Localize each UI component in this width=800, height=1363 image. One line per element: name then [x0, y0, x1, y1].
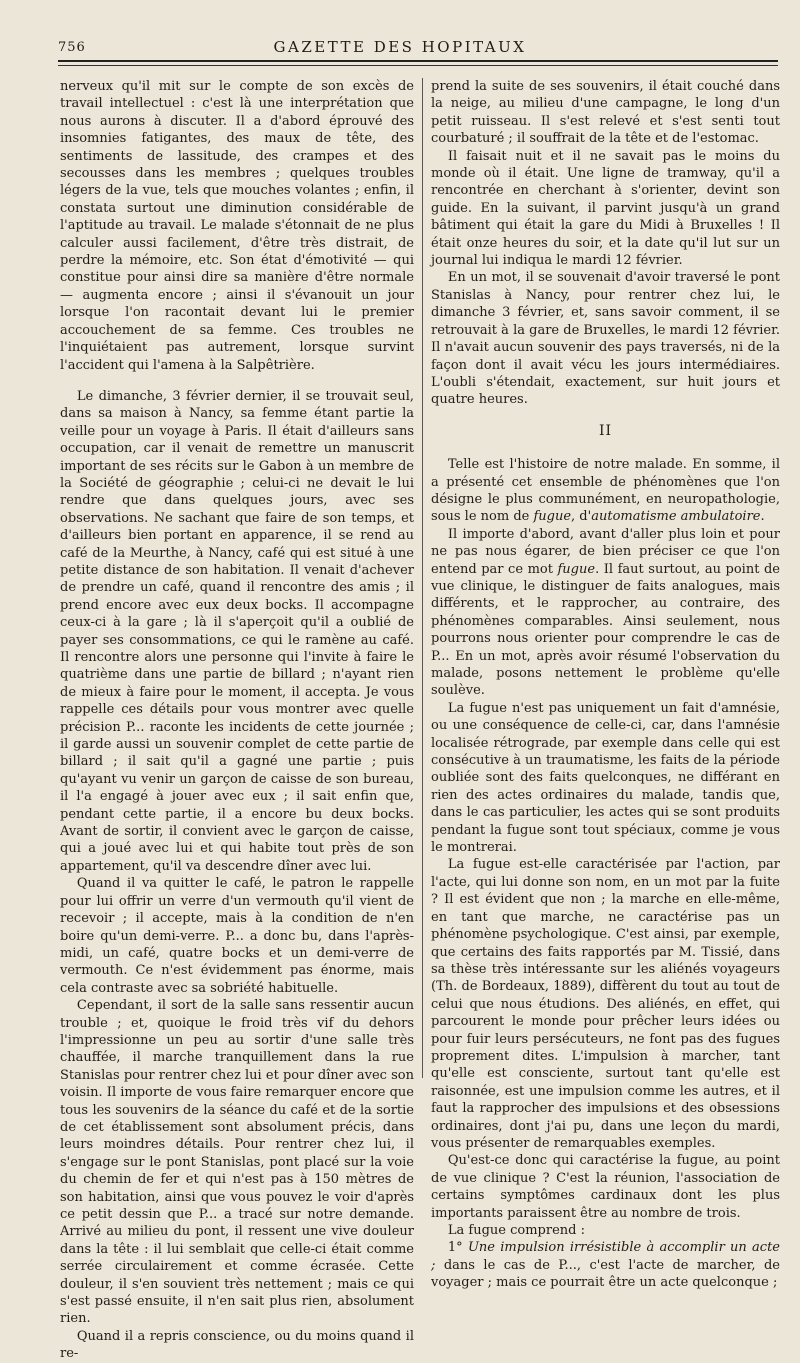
text-run: dans le cas de P..., c'est l'acte de marcher, de voyager ; mais ce pourrait être un acte quelconque ; [431, 1257, 780, 1291]
paragraph: Quand il va quitter le café, le patron le rappelle pour lui offrir un verre d'un vermouth qu'il vient de recevoir ; il accepte, mais à la condition de n'en boire qu'un demi-verre. P... a donc bu, dans l'après-midi, un café, quatre bocks et un demi-verre de vermouth. Ce n'est évidemment pas énorme, mais cela contraste avec sa sobriété habituelle. [60, 876, 414, 996]
text-run: 1° [447, 1240, 468, 1256]
paragraph: Le dimanche, 3 février dernier, il se trouvait seul, dans sa maison à Nancy, sa femme étant partie la veille pour un voyage à Paris. Il était d'ailleurs sans occupation, car il venait de remettre un manuscrit important de ses récits sur le Gabon à un membre de la Société de géographie ; celui-ci ne devait le lui rendre que dans quelques jours, avec ses observations. Ne sachant que faire de son temps, et d'ailleurs bien portant en apparence, il se rend au café de la Meurthe, à Nancy, café qui est situé à une petite distance de son habitation. Il venait d'achever de prendre un café, quand il rencontre des amis ; il prend encore avec eux deux bocks. Il accompagne ceux-ci à la gare ; là il s'aperçoit qu'il a oublié de payer ses consommations, ce qui le ramène au café. Il rencontre alors une personne qui l'invite à faire le quatrième dans une partie de billard ; n'ayant rien de mieux à faire pour le moment, il accepta. Je vous rappelle ces détails pour vous montrer avec quelle précision P... raconte les incidents de cette journée ; il garde aussi un souvenir complet de cette partie de billard ; il sait qu'il a gagné une partie ; puis qu'ayant vu venir un garçon de caisse de son bureau, il l'a engagé à jouer avec eux ; il sait enfin que, pendant cette partie, il a encore bu deux bocks. Avant de sortir, il convient avec le garçon de caisse, qui a joué avec lui et qui habite tout près de son appartement, qu'il va descendre dîner avec lui. [60, 388, 414, 874]
text-run: . [760, 509, 765, 525]
header-rule-thin [58, 65, 778, 66]
text-run: . Il faut surtout, au point de vue clinique, le distinguer de faits analogues, mais différents, et le rapprocher, au contraire, des phénomènes comparables. Ainsi seulement, nous pourrons nous orienter pour comprendre le cas de P... En un mot, après avoir résumé l'observation du malade, posons nettement le problème qu'elle soulève. [431, 561, 780, 699]
paragraph [431, 526, 780, 700]
text-run: , d' [571, 509, 592, 525]
text-run: Telle est l'histoire de notre malade. En somme, il a présenté cet ensemble de phénomènes que l'on désigne le plus communément, en neuropathologie, sous le nom de [431, 457, 780, 525]
page-number: 756 [58, 40, 86, 55]
paragraph: prend la suite de ses souvenirs, il était couché dans la neige, au milieu d'une campagne, le long d'un petit ruisseau. Il s'est relevé et s'est senti tout courbaturé ; il souffrait de la tête et de l'estomac. [431, 79, 780, 147]
header-rule-thick [58, 60, 778, 62]
left-column [60, 78, 414, 1362]
paragraph: Cependant, il sort de la salle sans ressentir aucun trouble ; et, quoique le froid très vif du dehors l'impressionne un peu au sortir d'une salle très chauffée, il marche tranquillement dans la rue Stanislas pour rentrer chez lui et pour dîner avec son voisin. Il importe de vous faire remarquer encore que tous les souvenirs de la séance du café et de la sortie de cet établissement sont absolument précis, dans leurs moindres détails. Pour rentrer chez lui, il s'engage sur le pont Stanislas, pont placé sur la voie du chemin de fer et qui n'est pas à 150 mètres de son habitation, ainsi que vous pouvez le voir d'après ce petit dessin que P... a tracé sur notre demande. Arrivé au milieu du pont, il ressent une vive douleur dans la tête : il lui semblait que celle-ci était comme serrée circulairement et comme écrasée. Cette douleur, il s'en souvient très nettement ; mais ce qui s'est passé ensuite, il n'en sait plus rien, absolument rien. [60, 998, 414, 1327]
paragraph: En un mot, il se souvenait d'avoir traversé le pont Stanislas à Nancy, pour rentrer chez lui, le dimanche 3 février, et, sans savoir comment, il se retrouvait à la gare de Bruxelles, le mardi 12 février. Il n'avait aucun souvenir des pays traversés, ni de la façon dont il avait vécu les jours intermédiaires. L'oubli s'étendait, exactement, sur huit jours et quatre heures. [431, 270, 780, 408]
text-run: Il importe d'abord, avant d'aller plus loin et pour ne pas nous égarer, de bien préciser ce que l'on entend par ce mot [431, 526, 780, 577]
paragraph: Il faisait nuit et il ne savait pas le moins du monde où il était. Une ligne de tramway, qu'il a rencontrée en cherchant à s'orienter, devint son guide. En la suivant, il parvint jusqu'à un grand bâtiment qui était la gare du Midi à Bruxelles ! Il était onze heures du soir, et la date qu'il lut sur un journal lui indiqua le mardi 12 février. [431, 148, 780, 269]
italic-term: Une impulsion irrésistible à accomplir un acte ; [431, 1240, 781, 1273]
paragraph: La fugue est-elle caractérisée par l'action, par l'acte, qui lui donne son nom, en un mot par la fuite ? Il est évident que non ; la marche en elle-même, en tant que marche, ne caractérise pas un phénomène psychologique. C'est ainsi, par exemple, que certains des faits rapportés par M. Tissié, dans sa thèse très intéressante sur les aliénés voyageurs (Th. de Bordeaux, 1889), diffèrent du tout au tout de celui que nous étudions. Des aliénés, en effet, qui parcourent le monde pour prêcher leurs idées ou pour fuir leurs persécuteurs, ne font pas des fugues proprement dites. L'impulsion à marcher, tant qu'elle est consciente, surtout tant qu'elle est raisonnée, est une impulsion comme les autres, et il faut la rapprocher des impulsions et des obsessions ordinaires, dont j'ai pu, dans une leçon du mardi, vous présenter de remarquables exemples. [431, 857, 780, 1151]
paragraph: Qu'est-ce donc qui caractérise la fugue, au point de vue clinique ? C'est la réunion, l'association de certains symptômes cardinaux dont les plus importants paraissent être au nombre de trois. [431, 1153, 780, 1221]
paragraph [431, 456, 780, 526]
paragraph: Quand il a repris conscience, ou du moins quand il re- [60, 1328, 414, 1362]
paragraph [431, 1239, 780, 1291]
italic-term: fugue [557, 561, 596, 577]
journal-title: GAZETTE DES HOPITAUX [273, 38, 527, 56]
column-divider [422, 78, 423, 1078]
section-heading: II [598, 422, 613, 439]
paragraph: La fugue comprend : [447, 1223, 585, 1238]
italic-term: automatisme ambulatoire [591, 509, 761, 525]
paragraph: nerveux qu'il mit sur le compte de son excès de travail intellectuel : c'est là une interprétation que nous aurons à discuter. Il a d'abord éprouvé des insomnies fatigantes, des maux de tête, des sentiments de lassitude, des crampes et des secousses dans les membres ; quelques troubles légers de la vue, tels que mouches volantes ; enfin, il constata surtout une diminution considérable de l'aptitude au travail. Le malade s'étonnait de ne plus calculer aussi facilement, d'être très distrait, de perdre la mémoire, etc. Son état d'émotivité — qui constitue pour ainsi dire sa manière d'être normale — augmenta encore ; ainsi il s'évanouit un jour lorsque l'on racontait devant lui le premier accouchement de sa femme. Ces troubles ne l'inquiétaient pas autrement, lorsque survint l'accident qui l'amena à la Salpêtrière. [60, 79, 414, 373]
paragraph: La fugue n'est pas uniquement un fait d'amnésie, ou une conséquence de celle-ci, car, dans l'amnésie localisée rétrograde, par exemple dans celle qui est consécutive à un traumatisme, les faits de la période oubliée sont des faits quelconques, ne différant en rien des actes ordinaires du malade, tandis que, dans le cas particulier, les actes qui se sont produits pendant la fugue sont tout spéciaux, comme je vous le montrerai. [431, 700, 780, 856]
italic-term: fugue [533, 509, 572, 525]
page-header [0, 0, 800, 62]
right-column [431, 78, 781, 1291]
